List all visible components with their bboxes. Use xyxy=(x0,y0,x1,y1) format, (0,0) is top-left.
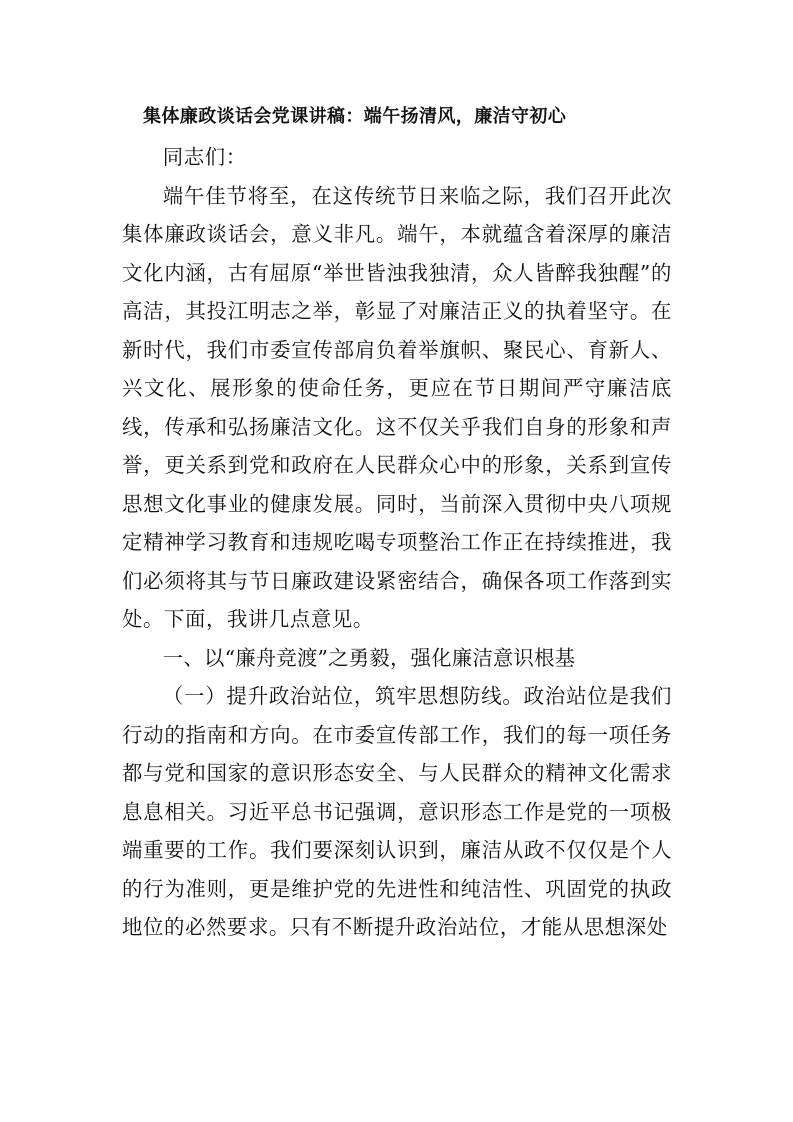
salutation: 同志们： xyxy=(162,145,247,169)
document-page xyxy=(122,100,672,947)
subsection-paragraph: （一）提升政治站位，筑牢思想防线。政治站位是我们行动的指南和方向。在市委宣传部工作，我们的每一项任务都与党和国家的意识形态安全、与人民群众的精神文化需求息息相关。习近平总书记强调，意识形态工作是党的一项极端重要的工作。我们要深刻认识到，廉洁从政不仅仅是个人的行为准则，更是维护党的先进性和纯洁性、巩固党的执政地位的必然要求。只有不断提升政治站位，才能从思想深处 xyxy=(122,684,672,939)
section-heading: 一、以“廉舟竞渡”之勇毅，强化廉洁意识根基 xyxy=(162,645,576,670)
intro-paragraph: 端午佳节将至，在这传统节日来临之际，我们召开此次集体廉政谈话会，意义非凡。端午，本就蕴含着深厚的廉洁文化内涵，古有屈原“举世皆浊我独清，众人皆醉我独醒”的高洁，其投江明志之举，彰显了对廉洁正义的执着坚守。在新时代，我们市委宣传部肩负着举旗帜、聚民心、育新人、兴文化、展形象的使命任务，更应在节日期间严守廉洁底线，传承和弘扬廉洁文化。这不仅关乎我们自身的形象和声誉，更关系到党和政府在人民群众心中的形象，关系到宣传思想文化事业的健康发展。同时，当前深入贯彻中央八项规定精神学习教育和违规吃喝专项整治工作正在持续推进，我们必须将其与节日廉政建设紧密结合，确保各项工作落到实处。下面，我讲几点意见。 xyxy=(122,183,672,631)
document-title: 集体廉政谈话会党课讲稿：端午扬清风，廉洁守初心 xyxy=(143,106,567,127)
